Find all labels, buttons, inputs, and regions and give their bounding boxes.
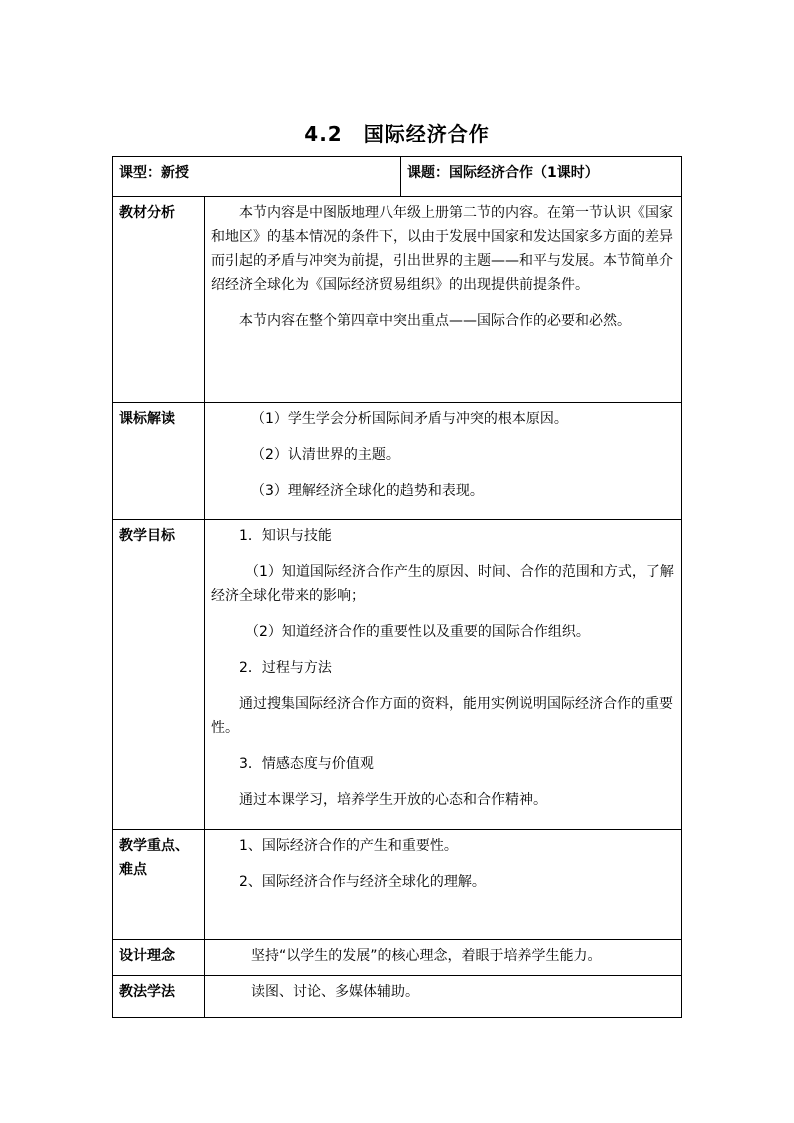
paragraph: 通过搜集国际经济合作方面的资料，能用实例说明国际经济合作的重要性。 (211, 696, 673, 736)
paragraph: 1．知识与技能 (239, 528, 332, 544)
paragraph: 通过本课学习，培养学生开放的心态和合作精神。 (239, 792, 547, 808)
table-row (113, 830, 682, 940)
lesson-topic-cell: 课题：国际经济合作（1课时） (401, 157, 682, 197)
paragraph: 2．过程与方法 (239, 660, 332, 676)
row-label: 教学重点、难点 (113, 830, 205, 940)
row-label: 教学目标 (113, 520, 205, 830)
paragraph: 本节内容在整个第四章中突出重点——国际合作的必要和必然。 (239, 313, 631, 329)
row-content (205, 403, 682, 520)
row-content (205, 976, 682, 1018)
table-row (113, 403, 682, 520)
table-row (113, 940, 682, 976)
paragraph: （3）理解经济全球化的趋势和表现。 (251, 483, 484, 499)
row-label: 设计理念 (113, 940, 205, 976)
lesson-type-cell: 课型：新授 (113, 157, 401, 197)
table-row (113, 976, 682, 1018)
row-content (205, 197, 682, 403)
table-row (113, 520, 682, 830)
row-content (205, 520, 682, 830)
paragraph: （1）学生学会分析国际间矛盾与冲突的根本原因。 (251, 411, 568, 427)
paragraph: （2）认清世界的主题。 (251, 447, 400, 463)
row-label: 课标解读 (113, 403, 205, 520)
paragraph: 1、国际经济合作的产生和重要性。 (239, 838, 458, 854)
header-row (113, 157, 682, 197)
paragraph: 本节内容是中图版地理八年级上册第二节的内容。在第一节认识《国家和地区》的基本情况的条件下，以由于发展中国家和发达国家多方面的差异而引起的矛盾与冲突为前提，引出世界的主题——和平与发展。本节简单介绍经济全球化为《国际经济贸易组织》的出现提供前提条件。 (211, 205, 673, 293)
page-title: 4.2 国际经济合作 (304, 122, 490, 146)
paragraph: 2、国际经济合作与经济全球化的理解。 (239, 874, 486, 890)
row-label: 教法学法 (113, 976, 205, 1018)
row-content (205, 830, 682, 940)
paragraph: 读图、讨论、多媒体辅助。 (251, 984, 419, 1000)
paragraph: 坚持“以学生的发展”的核心理念，着眼于培养学生能力。 (251, 948, 602, 964)
table-row (113, 197, 682, 403)
lesson-plan-table (112, 156, 682, 1018)
paragraph: （1）知道国际经济合作产生的原因、时间、合作的范围和方式，了解经济全球化带来的影响； (211, 564, 674, 604)
paragraph: （2）知道经济合作的重要性以及重要的国际合作组织。 (245, 624, 590, 640)
row-label: 教材分析 (113, 197, 205, 403)
paragraph: 3．情感态度与价值观 (239, 756, 374, 772)
row-content (205, 940, 682, 976)
